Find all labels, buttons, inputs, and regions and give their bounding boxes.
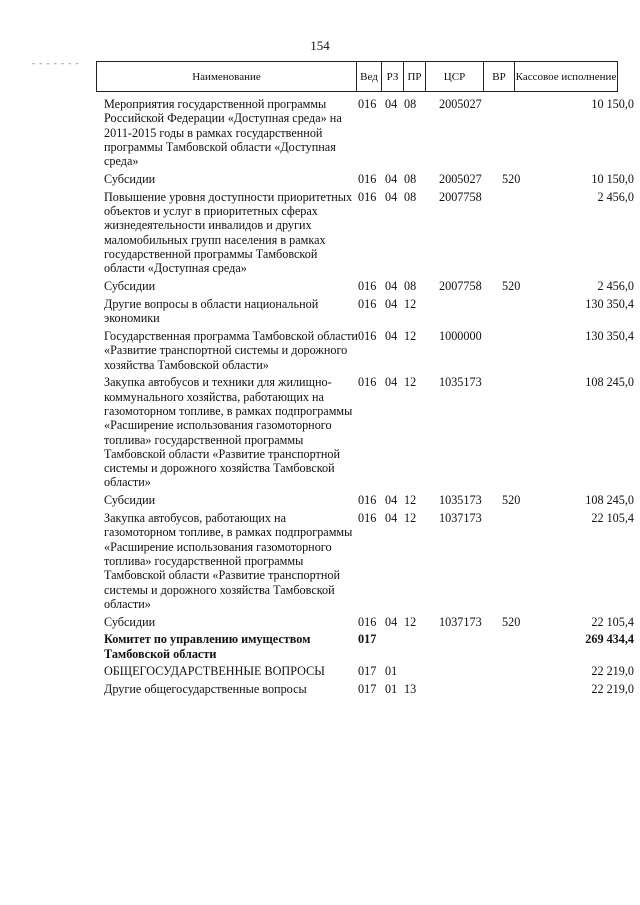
header-vr: ВР: [484, 62, 515, 91]
cell-csr: [439, 297, 502, 326]
cell-ved: 016: [358, 375, 377, 390]
table-row: [0, 190, 640, 276]
cell-sum: 10 150,0: [591, 97, 634, 111]
cell-vr: [502, 664, 538, 678]
cell-sum: 10 150,0: [591, 171, 634, 186]
header-csr: ЦСР: [426, 62, 484, 91]
cell-rz: 04: [385, 375, 398, 390]
cell-sum: 108 245,0: [585, 493, 634, 508]
cell-csr: 1037173: [439, 511, 482, 526]
cell-name: Субсидии: [104, 171, 156, 186]
cell-sum: 2 456,0: [597, 189, 634, 204]
table-row: [0, 682, 640, 696]
cell-vr: [502, 190, 538, 276]
cell-rz: 04: [385, 279, 398, 294]
cell-pr: 08: [404, 97, 417, 111]
cell-pr: 08: [404, 279, 417, 294]
cell-name: Субсидии: [104, 493, 156, 508]
cell-csr: 1000000: [439, 328, 482, 343]
cell-rz: 04: [385, 97, 398, 111]
header-name: Наименование: [97, 62, 357, 91]
table-header: [96, 61, 618, 92]
header-pr: ПР: [404, 62, 426, 91]
cell-ved: 016: [358, 97, 377, 111]
cell-csr: 2005027: [439, 171, 482, 186]
table-row: [0, 329, 640, 372]
cell-name: Другие общегосударственные вопросы: [104, 682, 307, 697]
cell-csr: [439, 632, 502, 661]
table-row: [0, 375, 640, 489]
cell-ved: 016: [358, 189, 377, 204]
cell-rz: 01: [385, 664, 398, 679]
cell-vr: [502, 297, 538, 326]
cell-rz: 04: [385, 614, 398, 629]
cell-csr: 2005027: [439, 97, 482, 111]
cell-ved: 016: [358, 296, 377, 311]
cell-pr: 12: [404, 328, 417, 343]
table-row: [0, 172, 640, 186]
cell-vr: [502, 632, 538, 661]
cell-pr: 08: [404, 171, 417, 186]
header-sum: Кассовое исполнение: [515, 70, 617, 83]
cell-pr: 12: [404, 614, 417, 629]
cell-pr: [404, 664, 439, 678]
table-row: [0, 632, 640, 661]
cell-sum: 22 219,0: [591, 682, 634, 697]
cell-rz: 01: [385, 682, 398, 697]
cell-rz: 04: [385, 328, 398, 343]
table-row: [0, 664, 640, 678]
cell-pr: 12: [404, 493, 417, 508]
cell-rz: 04: [385, 511, 398, 526]
cell-name: Повышение уровня доступности приоритетных объектов и услуг в приоритетных сферах жизнедеятельности инвалидов и других маломобильных групп населения в рамках государственной программы Тамбовской области «Доступная среда»: [104, 189, 353, 276]
cell-sum: 22 219,0: [591, 664, 634, 679]
cell-ved: 017: [358, 664, 377, 679]
cell-pr: 12: [404, 375, 417, 390]
cell-pr: [404, 632, 439, 661]
cell-ved: 017: [358, 682, 377, 697]
cell-name: Субсидии: [104, 279, 156, 294]
cell-name: Комитет по управлению имуществом Тамбовской области: [104, 632, 311, 661]
cell-vr: [502, 511, 538, 611]
table-row: [0, 493, 640, 507]
cell-sum: 2 456,0: [597, 279, 634, 294]
cell-ved: 016: [358, 171, 377, 186]
cell-pr: 13: [404, 682, 417, 697]
cell-ved: 016: [358, 328, 377, 343]
cell-name: Другие вопросы в области национальной экономики: [104, 296, 319, 326]
header-ved: Вед: [357, 62, 382, 91]
cell-rz: 04: [385, 493, 398, 508]
cell-vr: [502, 329, 538, 372]
table-row: [0, 615, 640, 629]
cell-csr: 1035173: [439, 493, 482, 508]
cell-ved: 016: [358, 279, 377, 294]
cell-vr: [502, 682, 538, 696]
cell-vr: 520: [502, 171, 521, 186]
cell-vr: 520: [502, 279, 521, 294]
cell-sum: 22 105,4: [591, 511, 634, 526]
cell-name: Закупка автобусов и техники для жилищно-коммунального хозяйства, работающих на газомоторном топливе, в рамках подпрограммы «Расширение использования газомоторного топлива» государственной программы Тамбовской области «Развитие транспортной системы и дорожного хозяйства Тамбовской области»: [104, 375, 353, 490]
cell-rz: [385, 632, 404, 661]
cell-name: Субсидии: [104, 614, 156, 629]
cell-ved: 016: [358, 614, 377, 629]
cell-csr: 1037173: [439, 614, 482, 629]
cell-sum: 130 350,4: [585, 296, 634, 311]
cell-sum: 130 350,4: [585, 328, 634, 343]
page-number: 154: [310, 38, 330, 53]
cell-ved: 017: [358, 632, 377, 647]
cell-csr: 1035173: [439, 375, 482, 390]
cell-pr: 08: [404, 189, 417, 204]
cell-rz: 04: [385, 171, 398, 186]
cell-sum: 269 434,4: [585, 632, 634, 647]
cell-csr: [439, 664, 502, 678]
cell-name: Государственная программа Тамбовской области «Развитие транспортной системы и дорожного хозяйства Тамбовской области»: [104, 328, 358, 372]
cell-csr: [439, 682, 502, 696]
cell-rz: 04: [385, 296, 398, 311]
cell-vr: 520: [502, 493, 521, 508]
table-row: [0, 279, 640, 293]
cell-name: Мероприятия государственной программы Российской Федерации «Доступная среда» на 2011-2015 годы в рамках государственной программы Тамбовской области «Доступная среда»: [104, 97, 342, 169]
cell-vr: 520: [502, 614, 521, 629]
cell-sum: 108 245,0: [585, 375, 634, 390]
scan-marks: - - - - - - -: [32, 58, 80, 68]
cell-name: ОБЩЕГОСУДАРСТВЕННЫЕ ВОПРОСЫ: [104, 664, 325, 679]
cell-rz: 04: [385, 189, 398, 204]
cell-vr: [502, 97, 538, 168]
cell-csr: 2007758: [439, 189, 482, 204]
cell-sum: 22 105,4: [591, 614, 634, 629]
cell-pr: 12: [404, 511, 417, 526]
cell-pr: 12: [404, 296, 417, 311]
header-rz: РЗ: [382, 62, 404, 91]
cell-vr: [502, 375, 538, 489]
cell-csr: 2007758: [439, 279, 482, 294]
table-row: [0, 297, 640, 326]
cell-ved: 016: [358, 493, 377, 508]
cell-name: Закупка автобусов, работающих на газомоторном топливе, в рамках подпрограммы «Расширение использования газомоторного топлива» государственной программы Тамбовской области «Развитие транспортной системы и дорожного хозяйства Тамбовской области»: [104, 511, 353, 611]
table-row: [0, 511, 640, 611]
table-row: [0, 97, 640, 168]
cell-ved: 016: [358, 511, 377, 526]
table-body: [0, 97, 640, 700]
